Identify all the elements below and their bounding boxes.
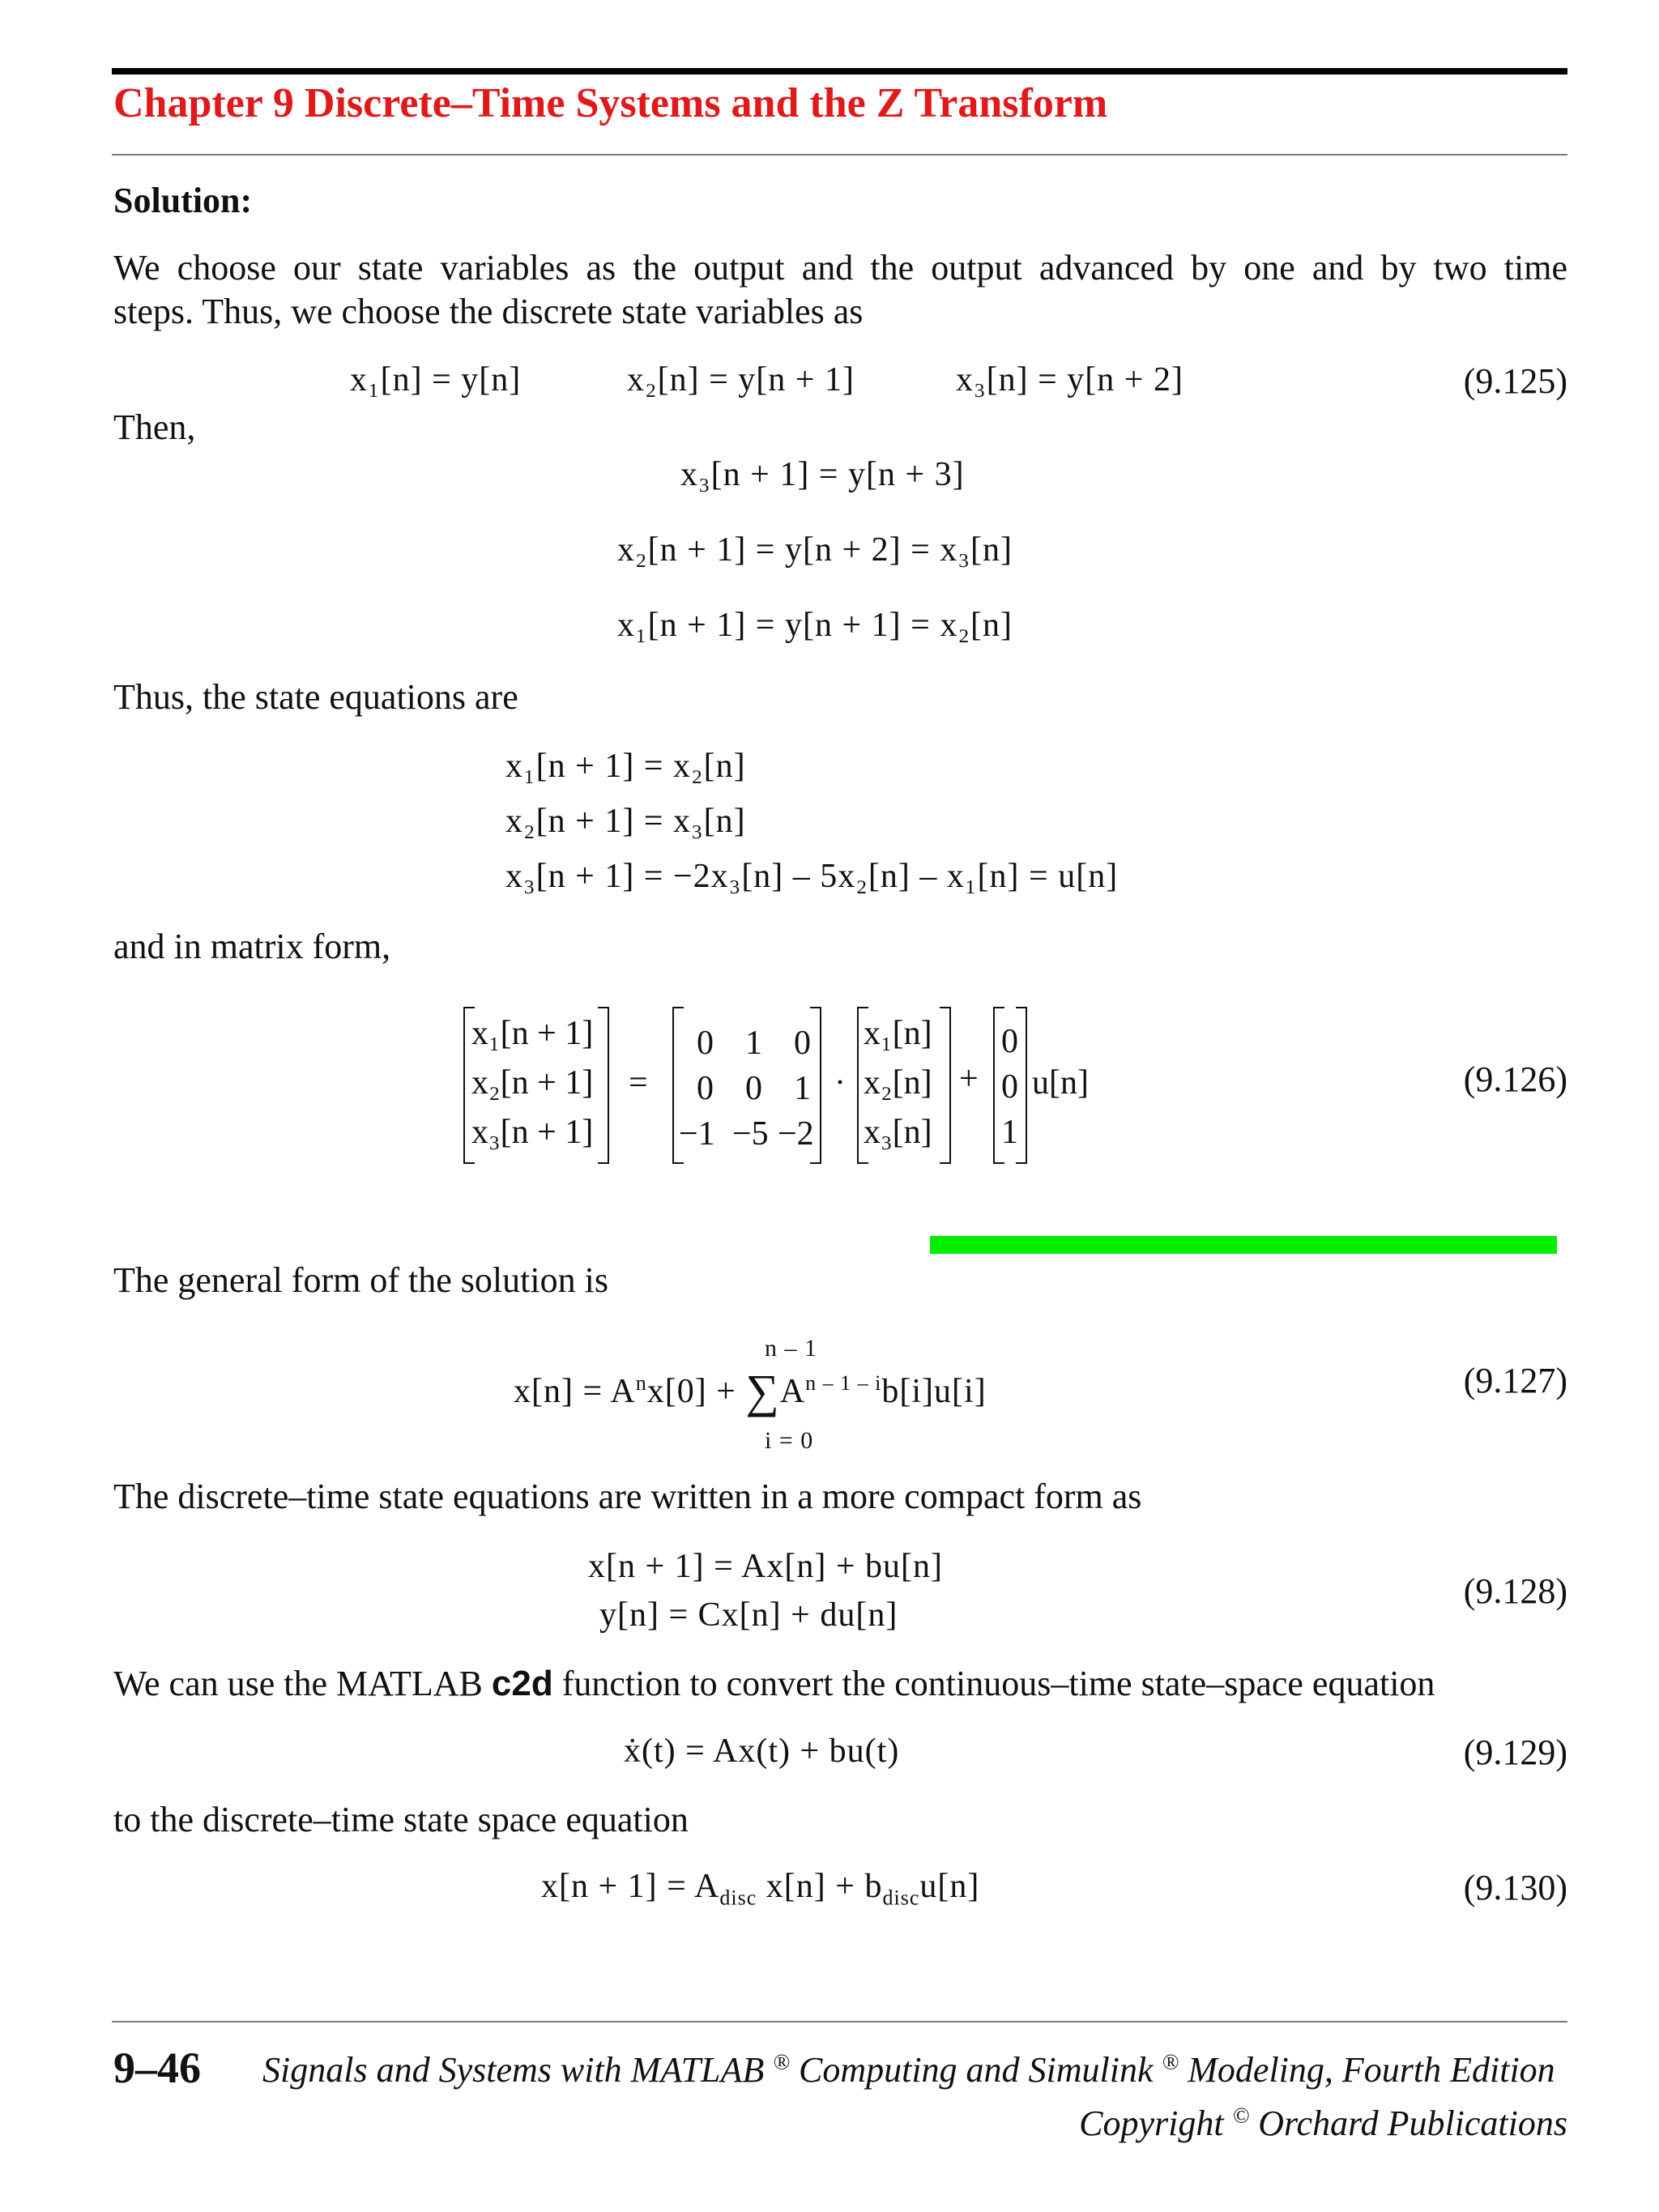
eq126-number: (9.126) <box>1463 1059 1567 1099</box>
eq128-number: (9.128) <box>1463 1571 1567 1611</box>
sum-upper-limit: n – 1 <box>765 1335 817 1362</box>
c2d-after: function to convert the continuous–time state–space equation <box>552 1664 1435 1703</box>
eq125-number: (9.125) <box>1463 361 1567 401</box>
eq127-lhs: x[n] = A <box>514 1373 636 1410</box>
top-rule <box>112 68 1567 75</box>
eq125-part2: x₂[n] = y[n + 1] <box>627 361 855 399</box>
x-entry: x₁[n] <box>864 1015 932 1052</box>
eq128-line2: y[n] = Cx[n] + du[n] <box>599 1596 898 1634</box>
copyright-b: Orchard Publications <box>1249 2103 1567 2143</box>
sigma-symbol: ∑ <box>745 1365 780 1417</box>
dot-operator: · <box>834 1064 846 1102</box>
solution-heading: Solution: <box>113 181 253 220</box>
state-eq-1: x₁[n + 1] = x₂[n] <box>505 748 746 785</box>
then-eq-1: x₃[n + 1] = y[n + 3] <box>680 456 965 493</box>
eq130-lhs: x[n + 1] = A <box>541 1868 720 1905</box>
matrix-text: and in matrix form, <box>113 927 391 966</box>
eq128-line1: x[n + 1] = Ax[n] + bu[n] <box>588 1548 943 1585</box>
a-cell: 1 <box>794 1070 811 1107</box>
eq127-sup-n: n <box>635 1371 647 1395</box>
chapter-title: Chapter 9 Discrete–Time Systems and the Z Transform <box>113 80 1108 126</box>
eq130 <box>541 1867 979 1910</box>
eq127-number: (9.127) <box>1463 1361 1567 1400</box>
eq127-a2: A <box>779 1373 806 1410</box>
state-eq-text: Thus, the state equations are <box>113 677 518 717</box>
copyright-symbol: © <box>1232 2103 1250 2128</box>
eq127-rest: b[i]u[i] <box>881 1373 987 1410</box>
a-cell: 0 <box>697 1070 714 1107</box>
lhs-entry: x₃[n + 1] <box>471 1114 594 1151</box>
eq130-sub1: disc <box>719 1886 757 1910</box>
book-title-c: Modeling, Fourth Edition <box>1179 2050 1555 2090</box>
copyright-line <box>1079 2103 1567 2144</box>
x-entry: x₂[n] <box>864 1064 932 1102</box>
book-title-b: Computing and Simulink <box>789 2050 1154 2090</box>
eq129-number: (9.129) <box>1463 1733 1567 1772</box>
book-title-a: Signals and Systems with MATLAB <box>262 2050 765 2090</box>
a-cell: 1 <box>745 1025 762 1062</box>
lhs-entry: x₂[n + 1] <box>471 1064 594 1102</box>
lhs-right-bracket <box>598 1007 609 1164</box>
footer-divider <box>112 2021 1567 2022</box>
eq130-mid: x[n] + b <box>757 1868 883 1905</box>
state-eq-3: x₃[n + 1] = −2x₃[n] – 5x₂[n] – x₁[n] = u[n] <box>505 858 1119 895</box>
copyright-a: Copyright <box>1079 2103 1224 2143</box>
equals-sign: = <box>629 1064 648 1102</box>
eq129: ẋ(t) = Ax(t) + bu(t) <box>624 1733 900 1770</box>
c2d-before: We can use the MATLAB <box>113 1664 492 1703</box>
a-cell: 0 <box>745 1070 762 1107</box>
then-eq-3: x₁[n + 1] = y[n + 1] = x₂[n] <box>617 607 1013 644</box>
eq130-number: (9.130) <box>1463 1868 1567 1907</box>
then-eq-2: x₂[n + 1] = y[n + 2] = x₃[n] <box>617 531 1013 569</box>
general-text: The general form of the solution is <box>113 1260 608 1300</box>
x-right-bracket <box>940 1007 951 1164</box>
a-cell: 0 <box>794 1025 811 1062</box>
plus-operator: + <box>959 1060 979 1097</box>
u-term: u[n] <box>1032 1064 1089 1102</box>
c2d-code: c2d <box>491 1664 553 1703</box>
eq130-sub2: disc <box>882 1886 920 1910</box>
sum-lower-limit: i = 0 <box>765 1427 814 1454</box>
eq125-part3: x₃[n] = y[n + 2] <box>956 361 1183 399</box>
b-entry: 0 <box>1001 1068 1018 1106</box>
header-divider <box>112 154 1567 156</box>
registered-mark: ® <box>1162 2049 1179 2074</box>
registered-mark: ® <box>773 2049 790 2074</box>
compact-text: The discrete–time state equations are written in a more compact form as <box>113 1477 1142 1516</box>
x-entry: x₃[n] <box>864 1114 932 1151</box>
intro-line-2: steps. Thus, we choose the discrete state variables as <box>113 292 864 331</box>
eq125-part1: x₁[n] = y[n] <box>350 361 522 399</box>
highlight-bar <box>930 1236 1557 1254</box>
lhs-entry: x₁[n + 1] <box>471 1015 594 1052</box>
eq127-mid: x[0] + <box>646 1373 746 1410</box>
b-entry: 0 <box>1001 1023 1018 1060</box>
to-text: to the discrete–time state space equation <box>113 1800 689 1839</box>
c2d-line <box>113 1663 1435 1704</box>
b-entry: 1 <box>1001 1114 1018 1151</box>
eq127-sup-exp: n – 1 – i <box>805 1371 882 1395</box>
a-cell: −5 <box>732 1115 769 1153</box>
intro-line-1: We choose our state variables as the output and the output advanced by one and by two time <box>113 248 1567 288</box>
book-title <box>262 2049 1555 2091</box>
then-text: Then, <box>113 407 196 447</box>
a-cell: −2 <box>778 1115 814 1153</box>
state-eq-2: x₂[n + 1] = x₃[n] <box>505 803 746 840</box>
a-cell: −1 <box>679 1115 715 1153</box>
a-cell: 0 <box>697 1025 714 1062</box>
eq130-end: u[n] <box>919 1868 980 1905</box>
eq127 <box>514 1364 987 1418</box>
page-number: 9–46 <box>113 2044 201 2092</box>
